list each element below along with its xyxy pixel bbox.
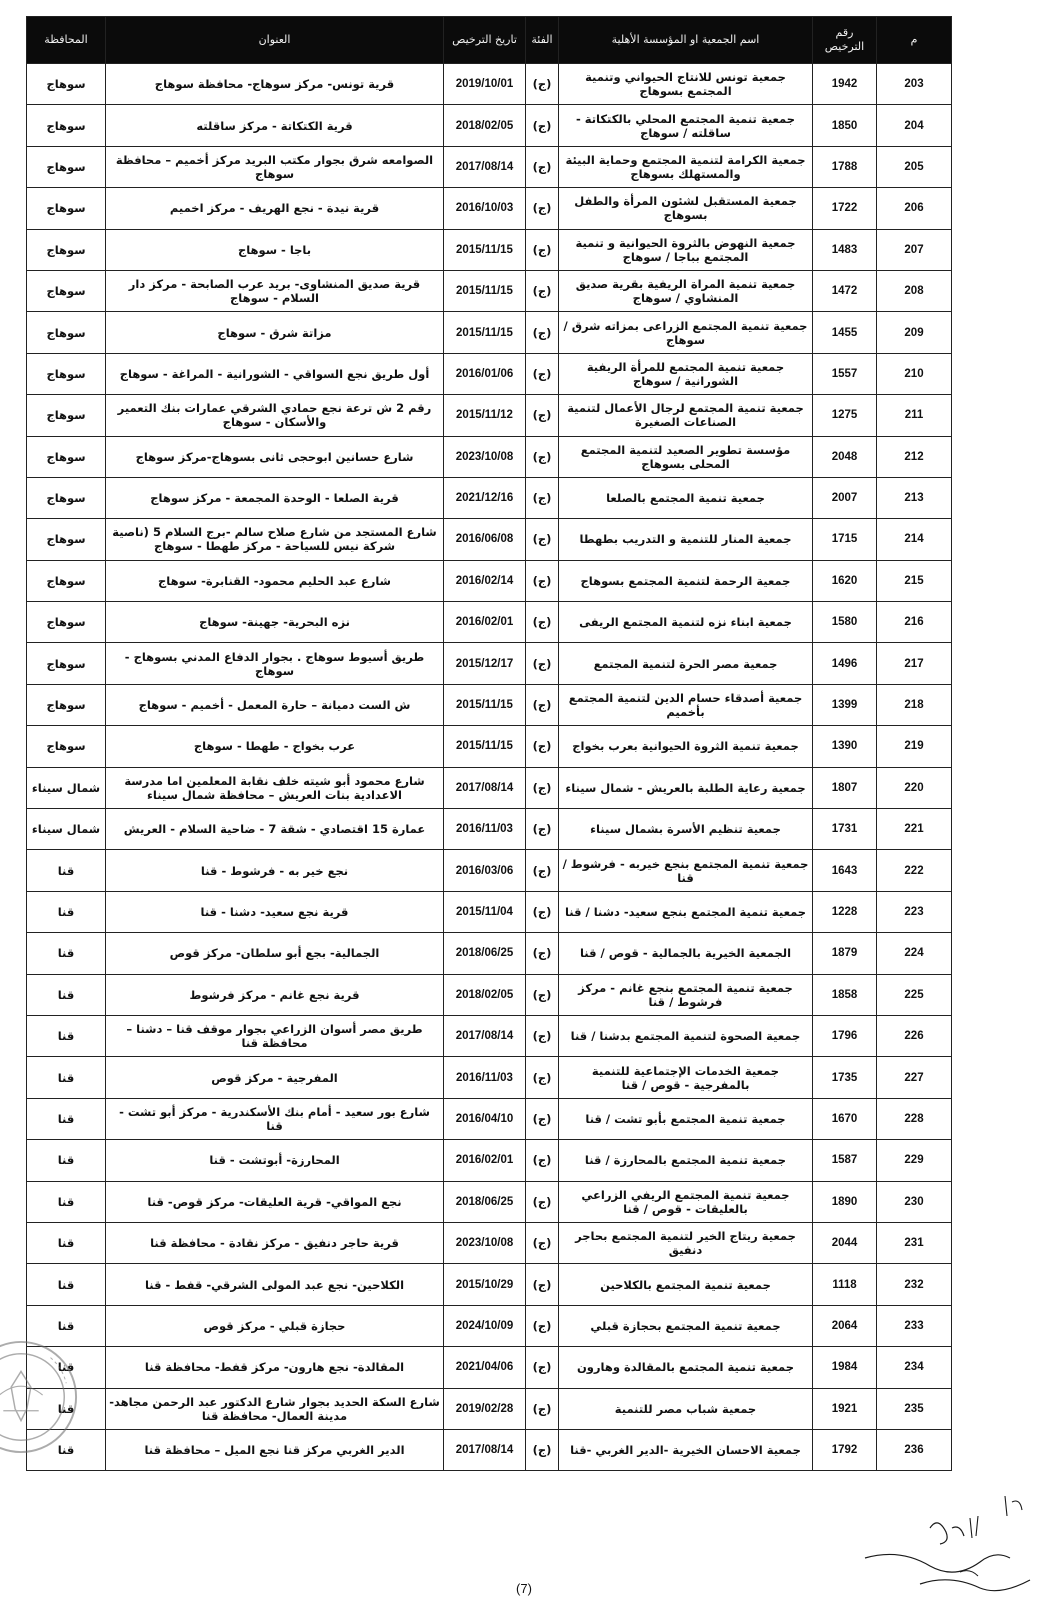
license-date-cell: 2016/10/03 (444, 188, 526, 229)
table-row (27, 395, 952, 436)
serial-cell: 233 (877, 1305, 952, 1346)
serial-cell: 228 (877, 1098, 952, 1139)
association-name-cell: مؤسسة تطوير الصعيد لتنمية المجتمع المحلى بسوهاج (559, 436, 813, 477)
category-cell: (ج) (526, 726, 559, 767)
governorate-cell: قنا (27, 974, 106, 1015)
address-cell: نجع خير به - فرشوط - قنا (106, 850, 444, 891)
association-name-cell: جمعية تنمية المجتمع بالمقالدة وهارون (559, 1347, 813, 1388)
association-name-cell: جمعية تنمية المجتمع بنجع خيربه - فرشوط / قنا (559, 850, 813, 891)
license-number-cell: 1643 (813, 850, 877, 891)
license-date-cell: 2016/11/03 (444, 809, 526, 850)
category-cell: (ج) (526, 602, 559, 643)
license-date-cell: 2016/02/01 (444, 602, 526, 643)
address-cell: شارع السكة الحديد بجوار شارع الدكتور عبد الرحمن مجاهد- مدينة العمال- محافظة قنا (106, 1388, 444, 1429)
address-cell: شارع عبد الحليم محمود- القنابرة- سوهاج (106, 560, 444, 601)
category-cell: (ج) (526, 1015, 559, 1056)
license-number-cell: 1715 (813, 519, 877, 560)
address-cell: طريق أسيوط سوهاج . بجوار الدفاع المدني بسوهاج - سوهاج (106, 643, 444, 684)
category-cell: (ج) (526, 1429, 559, 1470)
governorate-cell: قنا (27, 933, 106, 974)
table-row (27, 353, 952, 394)
association-name-cell: جمعية النهوض بالثروة الحيوانية و تنمية المجتمع بباجا / سوهاج (559, 229, 813, 270)
address-cell: ش الست دميانة – حارة المعمل - أخميم - سوهاج (106, 684, 444, 725)
license-number-cell: 1390 (813, 726, 877, 767)
license-number-cell: 2064 (813, 1305, 877, 1346)
association-name-cell: جمعية ابناء نزه لتنمية المجتمع الريفى (559, 602, 813, 643)
license-date-cell: 2019/02/28 (444, 1388, 526, 1429)
association-name-cell: جمعية تنمية المجتمع بأبو تشت / قنا (559, 1098, 813, 1139)
handwritten-signature (860, 1488, 1035, 1598)
address-cell: طريق مصر أسوان الزراعي بجوار موقف قنا – دشنا – محافظة قنا (106, 1015, 444, 1056)
association-name-cell: جمعية الصحوة لتنمية المجتمع بدشنا / قنا (559, 1015, 813, 1056)
governorate-cell: سوهاج (27, 395, 106, 436)
page-number: (7) (516, 1581, 532, 1596)
governorate-cell: سوهاج (27, 560, 106, 601)
official-seal-stamp (0, 1338, 80, 1456)
table-row (27, 105, 952, 146)
license-date-cell: 2016/02/14 (444, 560, 526, 601)
governorate-cell: قنا (27, 1347, 106, 1388)
category-cell: (ج) (526, 312, 559, 353)
address-cell: رقم 2 ش ترعة نجع حمادي الشرقي عمارات بنك التعمير والأسكان - سوهاج (106, 395, 444, 436)
address-cell: شارع بور سعيد - أمام بنك الأسكندرية - مركز أبو تشت - قنا (106, 1098, 444, 1139)
table-row (27, 1015, 952, 1056)
address-cell: الكلاحين- نجع عبد المولى الشرقي- قفط - قنا (106, 1264, 444, 1305)
governorate-cell: سوهاج (27, 105, 106, 146)
category-cell: (ج) (526, 1347, 559, 1388)
license-date-cell: 2023/10/08 (444, 436, 526, 477)
license-number-cell: 1587 (813, 1140, 877, 1181)
serial-cell: 236 (877, 1429, 952, 1470)
category-cell: (ج) (526, 519, 559, 560)
address-cell: الدير الغربي مركز قنا نجع الميل – محافظة قنا (106, 1429, 444, 1470)
association-name-cell: جمعية مصر الحرة لتنمية المجتمع (559, 643, 813, 684)
association-name-cell: جمعية تنمية المجتمع المحلي بالكتكاتة - ساقلته / سوهاج (559, 105, 813, 146)
governorate-cell: سوهاج (27, 477, 106, 518)
license-number-cell: 1942 (813, 64, 877, 105)
serial-cell: 213 (877, 477, 952, 518)
header-license-date: تاريخ الترخيص (444, 17, 526, 64)
table-row (27, 146, 952, 187)
address-cell: شارع حسانين ابوحجى ثانى بسوهاج-مركز سوهاج (106, 436, 444, 477)
table-row (27, 270, 952, 311)
association-name-cell: جمعية الرحمة لتنمية المجتمع بسوهاج (559, 560, 813, 601)
address-cell: المفرجية - مركز قوص (106, 1057, 444, 1098)
license-number-cell: 1455 (813, 312, 877, 353)
license-number-cell: 1890 (813, 1181, 877, 1222)
table-row (27, 1222, 952, 1263)
address-cell: قرية نجع سعيد- دشنا - قنا (106, 891, 444, 932)
license-date-cell: 2018/06/25 (444, 1181, 526, 1222)
serial-cell: 220 (877, 767, 952, 808)
license-date-cell: 2016/11/03 (444, 1057, 526, 1098)
table-header (27, 17, 952, 64)
license-date-cell: 2015/11/15 (444, 270, 526, 311)
table-row (27, 1388, 952, 1429)
header-governorate: المحافظة (27, 17, 106, 64)
license-number-cell: 1984 (813, 1347, 877, 1388)
serial-cell: 218 (877, 684, 952, 725)
association-name-cell: جمعية شباب مصر للتنمية (559, 1388, 813, 1429)
license-number-cell: 1858 (813, 974, 877, 1015)
header-row (27, 17, 952, 64)
category-cell: (ج) (526, 1181, 559, 1222)
category-cell: (ج) (526, 146, 559, 187)
license-number-cell: 1921 (813, 1388, 877, 1429)
license-number-cell: 1228 (813, 891, 877, 932)
category-cell: (ج) (526, 974, 559, 1015)
serial-cell: 208 (877, 270, 952, 311)
table-body (27, 64, 952, 1471)
table-row (27, 560, 952, 601)
address-cell: حجازة قبلي - مركز قوص (106, 1305, 444, 1346)
address-cell: قرية حاجر دنفيق - مركز نقادة - محافظة قنا (106, 1222, 444, 1263)
license-date-cell: 2017/08/14 (444, 146, 526, 187)
address-cell: الجمالية- بجع أبو سلطان- مركز قوص (106, 933, 444, 974)
table-row (27, 933, 952, 974)
table-row (27, 1181, 952, 1222)
governorate-cell: قنا (27, 1222, 106, 1263)
license-date-cell: 2017/08/14 (444, 1429, 526, 1470)
license-number-cell: 1399 (813, 684, 877, 725)
category-cell: (ج) (526, 188, 559, 229)
association-name-cell: جمعية تنمية المجتمع بالصلعا (559, 477, 813, 518)
association-name-cell: جمعية تنمية المراة الريفية بقرية صديق المنشاوي / سوهاج (559, 270, 813, 311)
license-number-cell: 1722 (813, 188, 877, 229)
category-cell: (ج) (526, 1222, 559, 1263)
license-number-cell: 2048 (813, 436, 877, 477)
license-date-cell: 2018/02/05 (444, 105, 526, 146)
table-row (27, 1347, 952, 1388)
category-cell: (ج) (526, 353, 559, 394)
header-serial: م (877, 17, 952, 64)
association-name-cell: جمعية الخدمات الإجتماعية للتنمية بالمفرجية - قوص / قنا (559, 1057, 813, 1098)
address-cell: المقالدة- نجع هارون- مركز قفط- محافظة قنا (106, 1347, 444, 1388)
governorate-cell: قنا (27, 1015, 106, 1056)
table-row (27, 1429, 952, 1470)
header-license-number: رقم الترخيص (813, 17, 877, 64)
governorate-cell: قنا (27, 1140, 106, 1181)
category-cell: (ج) (526, 684, 559, 725)
license-date-cell: 2016/02/01 (444, 1140, 526, 1181)
association-name-cell: جمعية ريتاج الخير لتنمية المجتمع بحاجر دنفيق (559, 1222, 813, 1263)
address-cell: عرب بخواج - طهطا - سوهاج (106, 726, 444, 767)
serial-cell: 216 (877, 602, 952, 643)
serial-cell: 226 (877, 1015, 952, 1056)
license-date-cell: 2015/11/15 (444, 684, 526, 725)
license-number-cell: 2044 (813, 1222, 877, 1263)
license-date-cell: 2016/06/08 (444, 519, 526, 560)
serial-cell: 203 (877, 64, 952, 105)
governorate-cell: سوهاج (27, 229, 106, 270)
governorate-cell: قنا (27, 1305, 106, 1346)
header-category: الفئة (526, 17, 559, 64)
serial-cell: 214 (877, 519, 952, 560)
governorate-cell: قنا (27, 1098, 106, 1139)
address-cell: نزه البحرية- جهينة- سوهاج (106, 602, 444, 643)
license-number-cell: 1496 (813, 643, 877, 684)
address-cell: شارع محمود أبو شيته خلف نقابة المعلمين اما مدرسة الاعدادية بنات العريش – محافظة شمال سيناء (106, 767, 444, 808)
serial-cell: 224 (877, 933, 952, 974)
license-number-cell: 2007 (813, 477, 877, 518)
category-cell: (ج) (526, 560, 559, 601)
serial-cell: 232 (877, 1264, 952, 1305)
serial-cell: 206 (877, 188, 952, 229)
category-cell: (ج) (526, 1140, 559, 1181)
address-cell: قرية تونس- مركز سوهاج- محافظة سوهاج (106, 64, 444, 105)
association-name-cell: جمعية الاحسان الخيرية -الدير الغربي -قنا (559, 1429, 813, 1470)
serial-cell: 215 (877, 560, 952, 601)
license-date-cell: 2024/10/09 (444, 1305, 526, 1346)
serial-cell: 225 (877, 974, 952, 1015)
association-name-cell: جمعية المنار للتنمية و التدريب بطهطا (559, 519, 813, 560)
address-cell: مزاتة شرق - سوهاج (106, 312, 444, 353)
association-name-cell: جمعية تنمية المجتمع الزراعى بمزاته شرق / سوهاج (559, 312, 813, 353)
table-row (27, 602, 952, 643)
table-row (27, 1140, 952, 1181)
license-number-cell: 1670 (813, 1098, 877, 1139)
license-number-cell: 1807 (813, 767, 877, 808)
association-name-cell: جمعية تنمية المجتمع بالمحارزة / قنا (559, 1140, 813, 1181)
governorate-cell: سوهاج (27, 64, 106, 105)
license-date-cell: 2015/11/12 (444, 395, 526, 436)
address-cell: المحارزة- أبوتشت - قنا (106, 1140, 444, 1181)
category-cell: (ج) (526, 643, 559, 684)
category-cell: (ج) (526, 436, 559, 477)
serial-cell: 204 (877, 105, 952, 146)
table-row (27, 767, 952, 808)
governorate-cell: سوهاج (27, 519, 106, 560)
governorate-cell: شمال سيناء (27, 809, 106, 850)
license-date-cell: 2016/04/10 (444, 1098, 526, 1139)
association-name-cell: جمعية المستقبل لشئون المرأة والطفل بسوهاج (559, 188, 813, 229)
serial-cell: 229 (877, 1140, 952, 1181)
category-cell: (ج) (526, 105, 559, 146)
serial-cell: 210 (877, 353, 952, 394)
serial-cell: 223 (877, 891, 952, 932)
license-number-cell: 1275 (813, 395, 877, 436)
table-row (27, 891, 952, 932)
governorate-cell: سوهاج (27, 353, 106, 394)
category-cell: (ج) (526, 229, 559, 270)
category-cell: (ج) (526, 767, 559, 808)
governorate-cell: قنا (27, 1429, 106, 1470)
table-row (27, 64, 952, 105)
serial-cell: 209 (877, 312, 952, 353)
governorate-cell: سوهاج (27, 684, 106, 725)
address-cell: قرية الصلعا - الوحدة المجمعة - مركز سوهاج (106, 477, 444, 518)
address-cell: الصوامعه شرق بجوار مكتب البريد مركز أخميم – محافظة سوهاج (106, 146, 444, 187)
serial-cell: 235 (877, 1388, 952, 1429)
license-date-cell: 2015/11/15 (444, 229, 526, 270)
governorate-cell: سوهاج (27, 436, 106, 477)
category-cell: (ج) (526, 850, 559, 891)
license-number-cell: 1796 (813, 1015, 877, 1056)
category-cell: (ج) (526, 1305, 559, 1346)
table-row (27, 1305, 952, 1346)
category-cell: (ج) (526, 891, 559, 932)
header-association-name: اسم الجمعية او المؤسسة الأهلية (559, 17, 813, 64)
serial-cell: 231 (877, 1222, 952, 1263)
address-cell: نجع المواقي- قرية العليقات- مركز قوص- قنا (106, 1181, 444, 1222)
address-cell: قرية صديق المنشاوى- بريد عرب الصابحة - مركز دار السلام - سوهاج (106, 270, 444, 311)
governorate-cell: قنا (27, 1388, 106, 1429)
license-date-cell: 2021/12/16 (444, 477, 526, 518)
serial-cell: 227 (877, 1057, 952, 1098)
governorate-cell: سوهاج (27, 726, 106, 767)
serial-cell: 230 (877, 1181, 952, 1222)
license-date-cell: 2021/04/06 (444, 1347, 526, 1388)
governorate-cell: قنا (27, 850, 106, 891)
serial-cell: 221 (877, 809, 952, 850)
license-date-cell: 2016/03/06 (444, 850, 526, 891)
table-row (27, 1057, 952, 1098)
license-date-cell: 2017/08/14 (444, 767, 526, 808)
governorate-cell: سوهاج (27, 602, 106, 643)
serial-cell: 212 (877, 436, 952, 477)
category-cell: (ج) (526, 1098, 559, 1139)
table-row (27, 974, 952, 1015)
association-name-cell: جمعية تنمية المجتمع بحجازة قبلي (559, 1305, 813, 1346)
category-cell: (ج) (526, 270, 559, 311)
address-cell: قرية الكتكاتة - مركز ساقلته (106, 105, 444, 146)
table-row (27, 312, 952, 353)
governorate-cell: سوهاج (27, 643, 106, 684)
license-number-cell: 1472 (813, 270, 877, 311)
license-number-cell: 1580 (813, 602, 877, 643)
association-name-cell: جمعية تنمية المجتمع بنجع غانم - مركز فرشوط / قنا (559, 974, 813, 1015)
governorate-cell: سوهاج (27, 146, 106, 187)
serial-cell: 219 (877, 726, 952, 767)
address-cell: أول طريق نجع السواقي - الشورانية - المراغة - سوهاج (106, 353, 444, 394)
address-cell: باجا - سوهاج (106, 229, 444, 270)
category-cell: (ج) (526, 477, 559, 518)
association-name-cell: جمعية تنظيم الأسرة بشمال سيناء (559, 809, 813, 850)
table-row (27, 188, 952, 229)
license-number-cell: 1879 (813, 933, 877, 974)
serial-cell: 222 (877, 850, 952, 891)
table-row (27, 643, 952, 684)
license-date-cell: 2015/12/17 (444, 643, 526, 684)
table-row (27, 809, 952, 850)
governorate-cell: سوهاج (27, 312, 106, 353)
association-name-cell: جمعية تنمية المجتمع بنجع سعيد- دشنا / قنا (559, 891, 813, 932)
address-cell: قرية نيدة - نجع الهريف - مركز اخميم (106, 188, 444, 229)
license-number-cell: 1792 (813, 1429, 877, 1470)
association-name-cell: جمعية الكرامة لتنمية المجتمع وحماية البيئة والمستهلك بسوهاج (559, 146, 813, 187)
license-date-cell: 2018/02/05 (444, 974, 526, 1015)
license-number-cell: 1731 (813, 809, 877, 850)
table-row (27, 726, 952, 767)
serial-cell: 207 (877, 229, 952, 270)
address-cell: شارع المستجد من شارع صلاح سالم -برج السلام 5 (ناصية شركة نيس للسياحة - مركز طهطا - سوهاج (106, 519, 444, 560)
association-name-cell: جمعية تونس للانتاج الحيواني وتنمية المجتمع بسوهاج (559, 64, 813, 105)
association-name-cell: جمعية تنمية المجتمع بالكلاحين (559, 1264, 813, 1305)
table-row (27, 229, 952, 270)
governorate-cell: قنا (27, 1181, 106, 1222)
serial-cell: 211 (877, 395, 952, 436)
license-date-cell: 2018/06/25 (444, 933, 526, 974)
license-number-cell: 1118 (813, 1264, 877, 1305)
table-row (27, 1264, 952, 1305)
association-name-cell: الجمعية الخيرية بالجمالية - قوص / قنا (559, 933, 813, 974)
serial-cell: 234 (877, 1347, 952, 1388)
license-number-cell: 1557 (813, 353, 877, 394)
category-cell: (ج) (526, 1388, 559, 1429)
license-date-cell: 2015/11/15 (444, 312, 526, 353)
license-date-cell: 2015/11/15 (444, 726, 526, 767)
category-cell: (ج) (526, 933, 559, 974)
serial-cell: 205 (877, 146, 952, 187)
governorate-cell: قنا (27, 891, 106, 932)
association-name-cell: جمعية أصدقاء حسام الدين لتنمية المجتمع بأخميم (559, 684, 813, 725)
license-date-cell: 2017/08/14 (444, 1015, 526, 1056)
license-number-cell: 1620 (813, 560, 877, 601)
address-cell: قرية نجع غانم - مركز فرشوط (106, 974, 444, 1015)
category-cell: (ج) (526, 1057, 559, 1098)
associations-table (26, 16, 952, 1471)
association-name-cell: جمعية تنمية المجتمع الريفي الزراعي بالعليقات - قوص / قنا (559, 1181, 813, 1222)
license-number-cell: 1850 (813, 105, 877, 146)
license-number-cell: 1788 (813, 146, 877, 187)
license-date-cell: 2023/10/08 (444, 1222, 526, 1263)
license-number-cell: 1735 (813, 1057, 877, 1098)
governorate-cell: شمال سيناء (27, 767, 106, 808)
license-date-cell: 2015/11/04 (444, 891, 526, 932)
serial-cell: 217 (877, 643, 952, 684)
governorate-cell: قنا (27, 1057, 106, 1098)
license-date-cell: 2016/01/06 (444, 353, 526, 394)
association-name-cell: جمعية تنمية الثروة الحيوانية بعرب بخواج (559, 726, 813, 767)
category-cell: (ج) (526, 395, 559, 436)
table-row (27, 477, 952, 518)
table-row (27, 684, 952, 725)
table-row (27, 1098, 952, 1139)
address-cell: عمارة 15 اقتصادي - شقة 7 - ضاحية السلام - العريش (106, 809, 444, 850)
header-address: العنوان (106, 17, 444, 64)
table-row (27, 519, 952, 560)
license-number-cell: 1483 (813, 229, 877, 270)
association-name-cell: جمعية تنمية المجتمع للمرأة الريفية الشورانية / سوهاج (559, 353, 813, 394)
association-name-cell: جمعية رعاية الطلبة بالعريش - شمال سيناء (559, 767, 813, 808)
category-cell: (ج) (526, 1264, 559, 1305)
association-name-cell: جمعية تنمية المجتمع لرجال الأعمال لتنمية الصناعات الصغيرة (559, 395, 813, 436)
table-row (27, 850, 952, 891)
governorate-cell: قنا (27, 1264, 106, 1305)
category-cell: (ج) (526, 64, 559, 105)
table-row (27, 436, 952, 477)
category-cell: (ج) (526, 809, 559, 850)
license-date-cell: 2019/10/01 (444, 64, 526, 105)
governorate-cell: سوهاج (27, 188, 106, 229)
governorate-cell: سوهاج (27, 270, 106, 311)
license-date-cell: 2015/10/29 (444, 1264, 526, 1305)
